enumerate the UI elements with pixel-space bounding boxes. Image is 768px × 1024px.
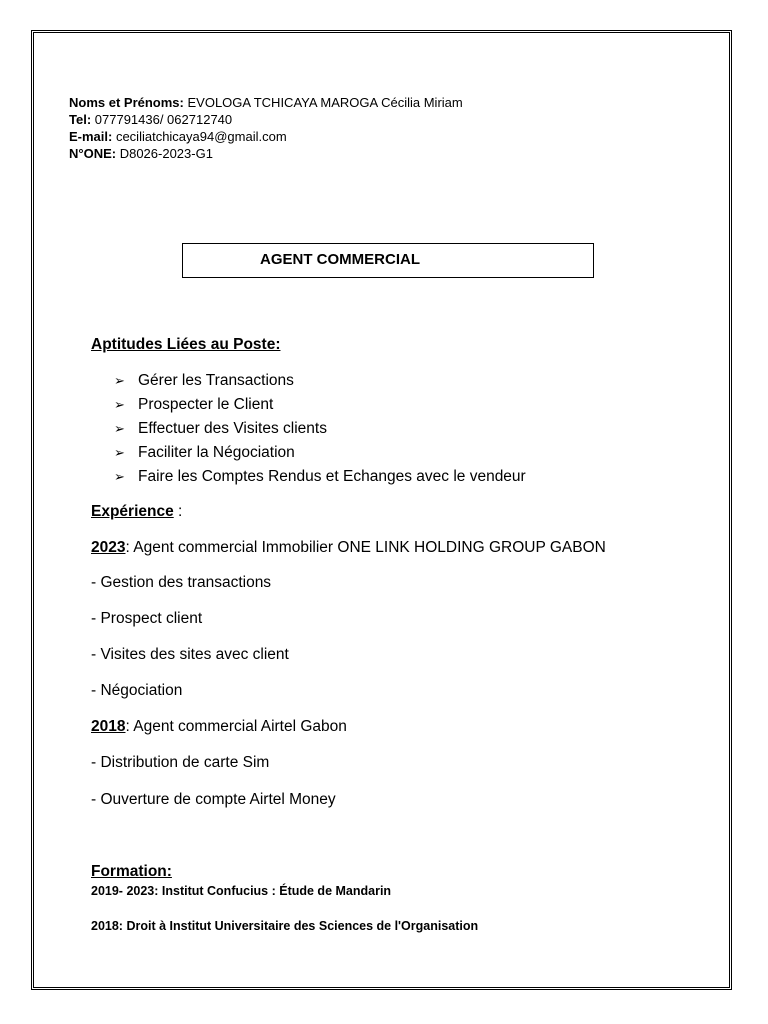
skills-list <box>114 369 526 489</box>
job-task: - Négociation <box>91 682 183 699</box>
arrow-bullet-icon: ➢ <box>114 373 125 388</box>
name-label: Noms et Prénoms: <box>69 95 184 110</box>
tel-value: 077791436/ 062712740 <box>91 112 233 127</box>
list-item <box>114 417 526 441</box>
list-item <box>114 369 526 393</box>
job-task: - Visites des sites avec client <box>91 646 289 663</box>
list-item <box>114 441 526 465</box>
job-task: - Gestion des transactions <box>91 574 272 591</box>
job-task: - Distribution de carte Sim <box>91 754 270 771</box>
name-value: EVOLOGA TCHICAYA MAROGA Cécilia Miriam <box>183 95 463 110</box>
email-value: ceciliatchicaya94@gmail.com <box>112 129 287 144</box>
experience-heading-row <box>91 502 182 522</box>
list-item <box>114 393 526 417</box>
tel-row <box>69 111 463 128</box>
contact-block <box>69 94 463 162</box>
job-2023-row <box>91 538 606 558</box>
email-label: E-mail: <box>69 129 113 144</box>
job-2018-row <box>91 717 347 737</box>
skill-label: Faciliter la Négociation <box>138 444 295 461</box>
job-title-box <box>182 243 594 278</box>
email-row <box>69 128 463 145</box>
arrow-bullet-icon: ➢ <box>114 397 125 412</box>
formation-item: 2018: Droit à Institut Universitaire des Sciences de l'Organisation <box>91 919 479 933</box>
job-task: - Prospect client <box>91 610 203 627</box>
experience-heading-suffix: : <box>173 503 183 520</box>
arrow-bullet-icon: ➢ <box>114 469 125 484</box>
list-item <box>114 465 526 489</box>
experience-heading: Expérience <box>91 503 174 520</box>
one-value: D8026-2023-G1 <box>116 146 213 161</box>
one-label: N°ONE: <box>69 146 117 161</box>
job-description: : Agent commercial Airtel Gabon <box>125 718 347 735</box>
job-year: 2023 <box>91 539 126 556</box>
arrow-bullet-icon: ➢ <box>114 421 125 436</box>
tel-label: Tel: <box>69 112 92 127</box>
formation-heading: Formation: <box>91 863 172 880</box>
skills-heading: Aptitudes Liées au Poste: <box>91 336 281 353</box>
formation-item: 2019- 2023: Institut Confucius : Étude de Mandarin <box>91 884 392 898</box>
job-description: : Agent commercial Immobilier ONE LINK HOLDING GROUP GABON <box>125 539 606 556</box>
job-task: - Ouverture de compte Airtel Money <box>91 791 336 808</box>
arrow-bullet-icon: ➢ <box>114 445 125 460</box>
skill-label: Prospecter le Client <box>138 396 274 413</box>
name-row <box>69 94 463 111</box>
skill-label: Gérer les Transactions <box>138 372 294 389</box>
one-row <box>69 145 463 162</box>
job-title: AGENT COMMERCIAL <box>260 251 420 268</box>
skill-label: Faire les Comptes Rendus et Echanges avec le vendeur <box>138 468 526 485</box>
job-year: 2018 <box>91 718 126 735</box>
skill-label: Effectuer des Visites clients <box>138 420 327 437</box>
